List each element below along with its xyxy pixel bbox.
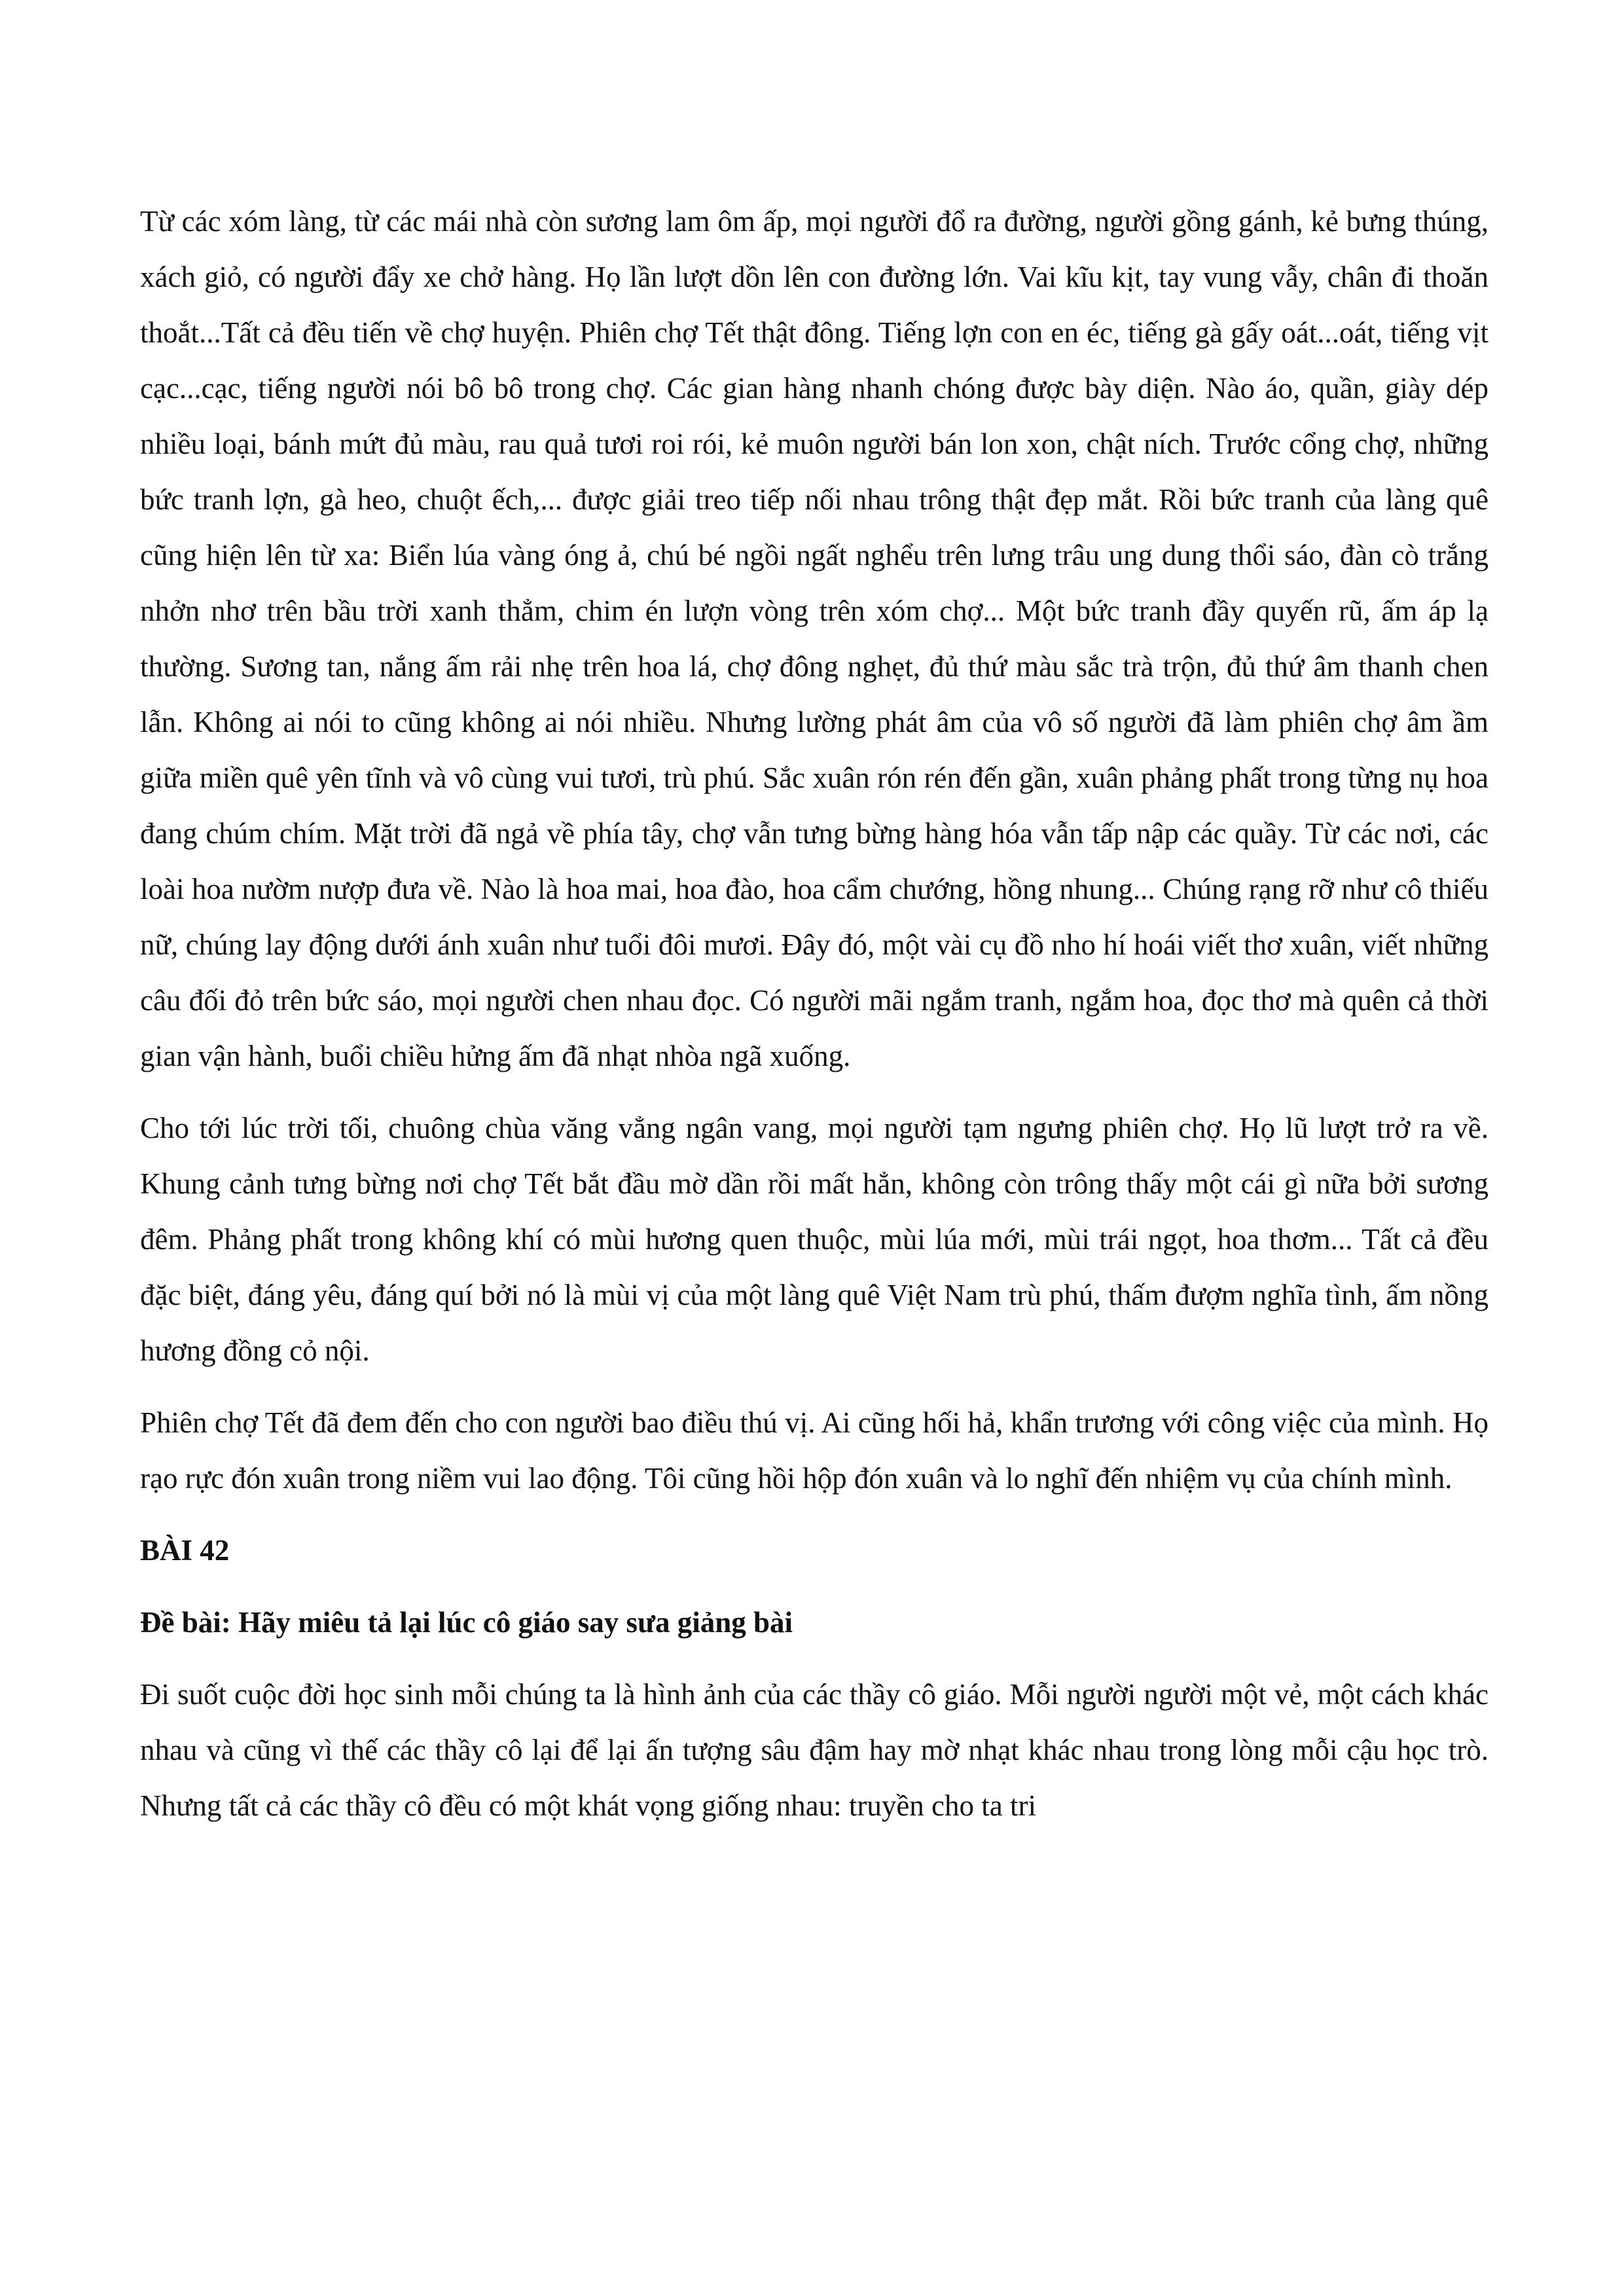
paragraph-conclusion: Phiên chợ Tết đã đem đến cho con người bao điều thú vị. Ai cũng hối hả, khẩn trương với công việc của mình. Họ rạo rực đón xuân trong niềm vui lao động. Tôi cũng hồi hộp đón xuân và lo nghĩ đến nhiệm vụ của chính mình. bbox=[140, 1406, 1489, 1495]
document-body bbox=[140, 194, 1489, 1850]
paragraph-market-scene: Từ các xóm làng, từ các mái nhà còn sương lam ôm ấp, mọi người đổ ra đường, người gồng gánh, kẻ bưng thúng, xách giỏ, có người đẩy xe chở hàng. Họ lần lượt dồn lên con đường lớn. Vai kĩu kịt, tay vung vẫy, chân đi thoăn thoắt...Tất cả đều tiến về chợ huyện. Phiên chợ Tết thật đông. Tiếng lợn con en éc, tiếng gà gấy oát...oát, tiếng vịt cạc...cạc, tiếng người nói bô bô trong chợ. Các gian hàng nhanh chóng được bày diện. Nào áo, quần, giày dép nhiều loại, bánh mứt đủ màu, rau quả tươi roi rói, kẻ muôn người bán lon xon, chật ních. Trước cổng chợ, những bức tranh lợn, gà heo, chuột ếch,... được giải treo tiếp nối nhau trông thật đẹp mắt. Rồi bức tranh của làng quê cũng hiện lên từ xa: Biển lúa vàng óng ả, chú bé ngồi ngất nghểu trên lưng trâu ung dung thổi sáo, đàn cò trắng nhởn nhơ trên bầu trời xanh thẳm, chim én lượn vòng trên xóm chợ... Một bức tranh đầy quyến rũ, ấm áp lạ thường. Sương tan, nắng ấm rải nhẹ trên hoa lá, chợ đông nghẹt, đủ thứ màu sắc trà trộn, đủ thứ âm thanh chen lẫn. Không ai nói to cũng không ai nói nhiều. Nhưng lường phát âm của vô số người đã làm phiên chợ âm ầm giữa miền quê yên tĩnh và vô cùng vui tươi, trù phú. Sắc xuân rón rén đến gần, xuân phảng phất trong từng nụ hoa đang chúm chím. Mặt trời đã ngả về phía tây, chợ vẫn tưng bừng hàng hóa vẫn tấp nập các quầy. Từ các nơi, các loài hoa nườm nượp đưa về. Nào là hoa mai, hoa đào, hoa cẩm chướng, hồng nhung... Chúng rạng rỡ như cô thiếu nữ, chúng lay động dưới ánh xuân như tuổi đôi mươi. Đây đó, một vài cụ đồ nho hí hoái viết thơ xuân, viết những câu đối đỏ trên bức sáo, mọi người chen nhau đọc. Có người mãi ngắm tranh, ngắm hoa, đọc thơ mà quên cả thời gian vận hành, buổi chiều hửng ấm đã nhạt nhòa ngã xuống. bbox=[140, 205, 1489, 1072]
paragraph-teacher-intro: Đi suốt cuộc đời học sinh mỗi chúng ta là hình ảnh của các thầy cô giáo. Mỗi người người một vẻ, một cách khác nhau và cũng vì thế các thầy cô lại để lại ấn tượng sâu đậm hay mờ nhạt khác nhau trong lòng mỗi cậu học trò. Nhưng tất cả các thầy cô đều có một khát vọng giống nhau: truyền cho ta tri bbox=[140, 1678, 1489, 1822]
paragraph-evening: Cho tới lúc trời tối, chuông chùa văng vẳng ngân vang, mọi người tạm ngưng phiên chợ. Họ lũ lượt trở ra về. Khung cảnh tưng bừng nơi chợ Tết bắt đầu mờ dần rồi mất hẳn, không còn trông thấy một cái gì nữa bởi sương đêm. Phảng phất trong không khí có mùi hương quen thuộc, mùi lúa mới, mùi trái ngọt, hoa thơm... Tất cả đều đặc biệt, đáng yêu, đáng quí bởi nó là mùi vị của một làng quê Việt Nam trù phú, thấm đượm nghĩa tình, ấm nồng hương đồng cỏ nội. bbox=[140, 1112, 1489, 1367]
prompt-title: Đề bài: Hãy miêu tả lại lúc cô giáo say sưa giảng bài bbox=[140, 1606, 793, 1639]
section-title: BÀI 42 bbox=[140, 1534, 230, 1567]
